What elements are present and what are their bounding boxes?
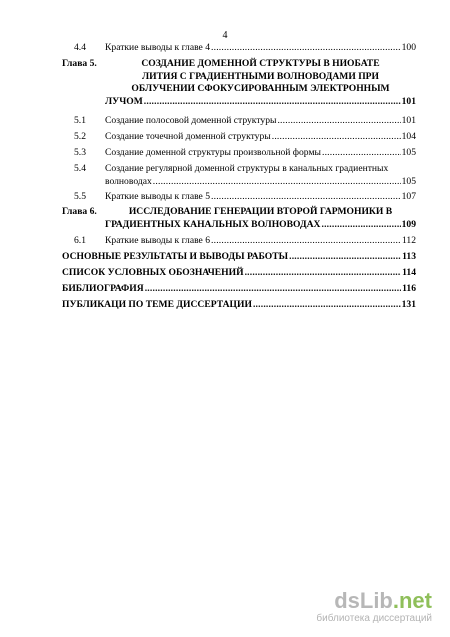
leader-dots bbox=[144, 96, 401, 109]
toc-entry-number: 5.3 bbox=[74, 147, 86, 158]
toc-entry-number: 5.5 bbox=[74, 191, 86, 202]
chapter-title-line: ИССЛЕДОВАНИЕ ГЕНЕРАЦИИ ВТОРОЙ ГАРМОНИКИ В bbox=[128, 206, 393, 217]
toc-entry-number: 4.4 bbox=[74, 42, 86, 53]
toc-entry-page: 113 bbox=[402, 251, 416, 262]
toc-entry-page: 114 bbox=[402, 267, 416, 278]
toc-entry-page: 116 bbox=[402, 283, 416, 294]
logo-tld-text: .net bbox=[392, 588, 432, 613]
toc-bibliography[interactable] bbox=[62, 283, 416, 296]
toc-main-results[interactable] bbox=[62, 251, 416, 264]
chapter-title-last-line: ГРАДИЕНТНЫХ КАНАЛЬНЫХ ВОЛНОВОДАХ bbox=[105, 218, 321, 230]
toc-entry-page: 101 bbox=[401, 95, 416, 107]
toc-entry-page: 107 bbox=[401, 191, 416, 202]
chapter-label: Глава 5. bbox=[62, 58, 97, 69]
leader-dots bbox=[277, 115, 400, 128]
leader-dots bbox=[211, 235, 401, 248]
chapter-title-line: ОБЛУЧЕНИИ СФОКУСИРОВАННЫМ ЭЛЕКТРОННЫМ bbox=[131, 83, 390, 94]
toc-entry-page: 109 bbox=[401, 218, 416, 230]
toc-entry-title-last-line: волноводах bbox=[105, 175, 152, 187]
toc-entry-title: Краткие выводы к главе 6 bbox=[105, 235, 211, 246]
leader-dots bbox=[211, 191, 401, 204]
toc-entry-title: СПИСОК УСЛОВНЫХ ОБОЗНАЧЕНИЙ bbox=[62, 267, 244, 278]
leader-dots bbox=[153, 176, 401, 189]
watermark-subtitle: библиотека диссертаций bbox=[316, 613, 432, 624]
leader-dots bbox=[322, 147, 401, 160]
toc-entry-title: Создание точечной доменной структуры bbox=[105, 131, 271, 142]
toc-entry-page: 105 bbox=[401, 147, 416, 158]
chapter-label: Глава 6. bbox=[62, 206, 97, 217]
leader-dots bbox=[211, 42, 401, 55]
chapter-title-line: ЛИТИЯ С ГРАДИЕНТНЫМИ ВОЛНОВОДАМИ ПРИ bbox=[142, 70, 379, 82]
toc-entry-page: 104 bbox=[401, 131, 416, 142]
toc-entry-title: Краткие выводы к главе 5 bbox=[105, 191, 211, 202]
toc-entry-title: Создание доменной структуры произвольной формы bbox=[105, 147, 321, 158]
logo-main-text: dsLib bbox=[334, 588, 393, 613]
toc-entry-page: 100 bbox=[401, 42, 416, 53]
toc-entry-number: 6.1 bbox=[74, 235, 86, 246]
toc-notation-list[interactable] bbox=[62, 267, 416, 280]
leader-dots bbox=[321, 219, 400, 232]
toc-entry-title: ОСНОВНЫЕ РЕЗУЛЬТАТЫ И ВЫВОДЫ РАБОТЫ bbox=[62, 251, 289, 262]
toc-entry-number: 5.1 bbox=[74, 115, 86, 126]
page-number: 4 bbox=[222, 30, 228, 41]
toc-entry-page: 131 bbox=[401, 299, 416, 310]
toc-publications[interactable] bbox=[62, 299, 416, 312]
toc-entry-page: 105 bbox=[401, 175, 416, 187]
dslib-logo bbox=[316, 590, 432, 612]
toc-entry-page: 112 bbox=[401, 235, 416, 246]
toc-entry-number: 5.4 bbox=[74, 163, 86, 174]
toc-entry-title: Создание полосовой доменной структуры bbox=[105, 115, 277, 126]
leader-dots bbox=[253, 299, 401, 312]
toc-entry-number: 5.2 bbox=[74, 131, 86, 142]
leader-dots bbox=[145, 283, 401, 296]
leader-dots bbox=[289, 251, 401, 264]
leader-dots bbox=[272, 131, 401, 144]
chapter-title-last-line: ЛУЧОМ bbox=[105, 95, 143, 107]
toc-entry-title: БИБЛИОГРАФИЯ bbox=[62, 283, 144, 294]
toc-entry-page: 101 bbox=[401, 115, 416, 126]
toc-entry-title: Краткие выводы к главе 4 bbox=[105, 42, 211, 53]
dslib-watermark[interactable] bbox=[316, 590, 432, 624]
toc-entry-title-line: Создание регулярной доменной структуры в канальных градиентных bbox=[105, 163, 389, 174]
leader-dots bbox=[245, 267, 402, 280]
toc-entry-title: ПУБЛИКАЦИ ПО ТЕМЕ ДИССЕРТАЦИИ bbox=[62, 299, 252, 310]
chapter-title-line: СОЗДАНИЕ ДОМЕННОЙ СТРУКТУРЫ В НИОБАТЕ bbox=[141, 58, 380, 69]
